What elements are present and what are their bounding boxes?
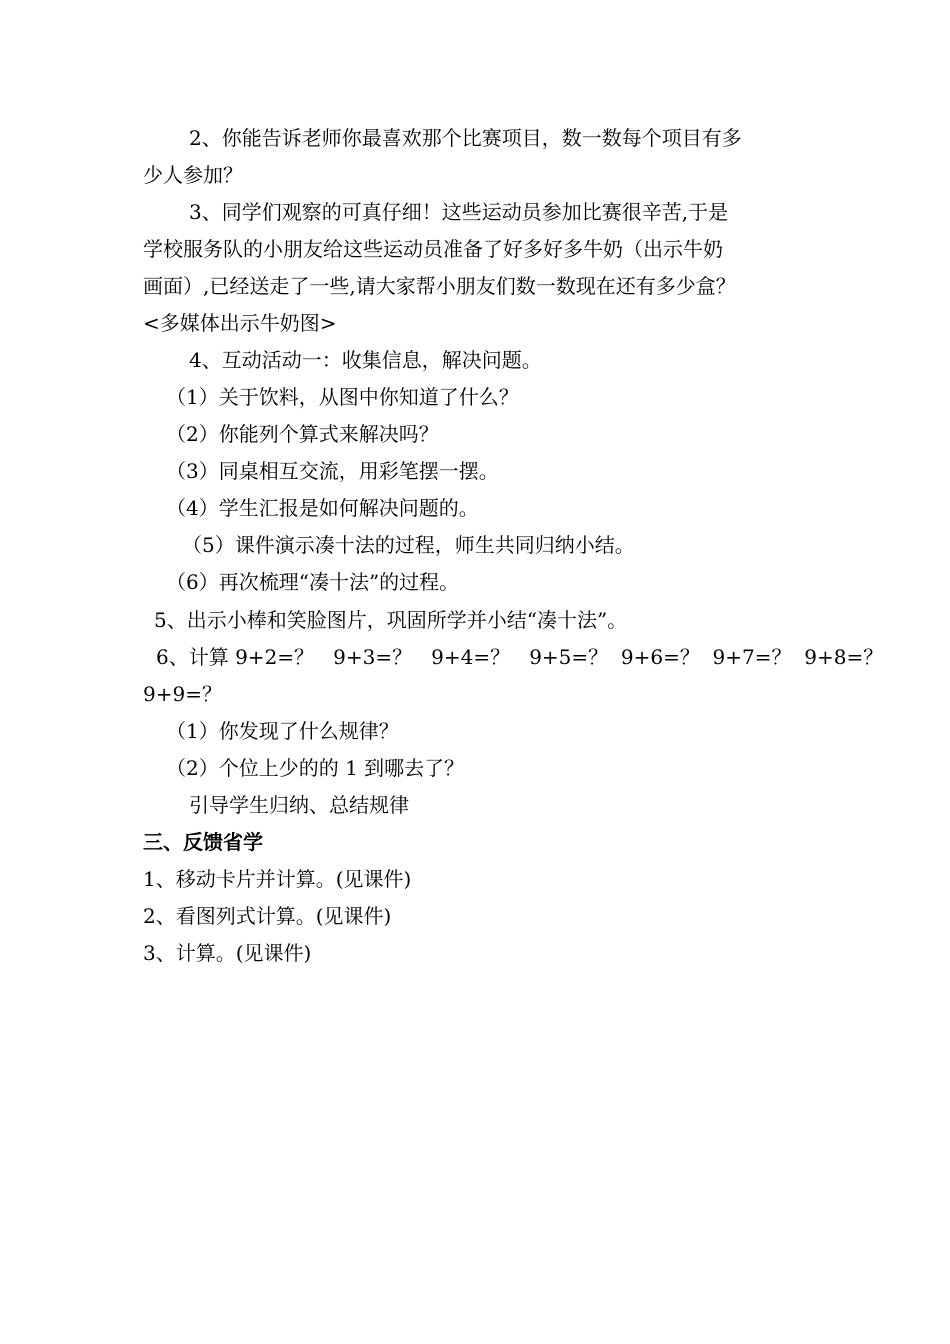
- paragraph-6-line-2: 9+9=？: [143, 682, 222, 706]
- paragraph-3-line-2: 学校服务队的小朋友给这些运动员准备了好多好多牛奶（出示牛奶: [143, 237, 723, 261]
- paragraph-2-line-2: 少人参加？: [143, 163, 243, 187]
- activity-item-3: （3）同桌相互交流，用彩笔摆一摆。: [166, 459, 499, 483]
- activity-item-4: （4）学生汇报是如何解决问题的。: [166, 496, 479, 520]
- paragraph-2-line-1: 2、你能告诉老师你最喜欢那个比赛项目，数一数每个项目有多: [189, 126, 742, 150]
- feedback-item-3: 3、计算。(见课件): [143, 941, 312, 965]
- paragraph-3-line-1: 3、同学们观察的可真仔细！这些运动员参加比赛很辛苦,于是: [189, 200, 729, 224]
- activity-item-6: （6）再次梳理“凑十法”的过程。: [166, 570, 460, 594]
- activity-item-5: （5）课件演示凑十法的过程，师生共同归纳小结。: [182, 533, 635, 557]
- section-3-heading: 三、反馈省学: [143, 830, 263, 854]
- feedback-item-1: 1、移动卡片并计算。(见课件): [143, 867, 412, 891]
- guide-summary: 引导学生归纳、总结规律: [189, 793, 409, 817]
- feedback-item-2: 2、看图列式计算。(见课件): [143, 904, 392, 928]
- question-1: （1）你发现了什么规律？: [166, 719, 399, 743]
- activity-item-1: （1）关于饮料，从图中你知道了什么？: [166, 385, 519, 409]
- paragraph-3-line-4: <多媒体出示牛奶图>: [143, 311, 337, 335]
- question-2: （2）个位上少的的 1 到哪去了？: [166, 756, 465, 780]
- activity-item-2: （2）你能列个算式来解决吗？: [166, 422, 439, 446]
- paragraph-6-line-1: 6、计算 9+2=？ 9+3=？ 9+4=？ 9+5=？ 9+6=？ 9+7=？ 9+8=？: [156, 645, 884, 669]
- paragraph-5: 5、出示小棒和笑脸图片，巩固所学并小结“凑十法”。: [154, 608, 628, 632]
- activity-4-heading: 4、互动活动一：收集信息，解决问题。: [189, 348, 542, 372]
- paragraph-3-line-3: 画面）,已经送走了一些,请大家帮小朋友们数一数现在还有多少盒？: [143, 274, 736, 298]
